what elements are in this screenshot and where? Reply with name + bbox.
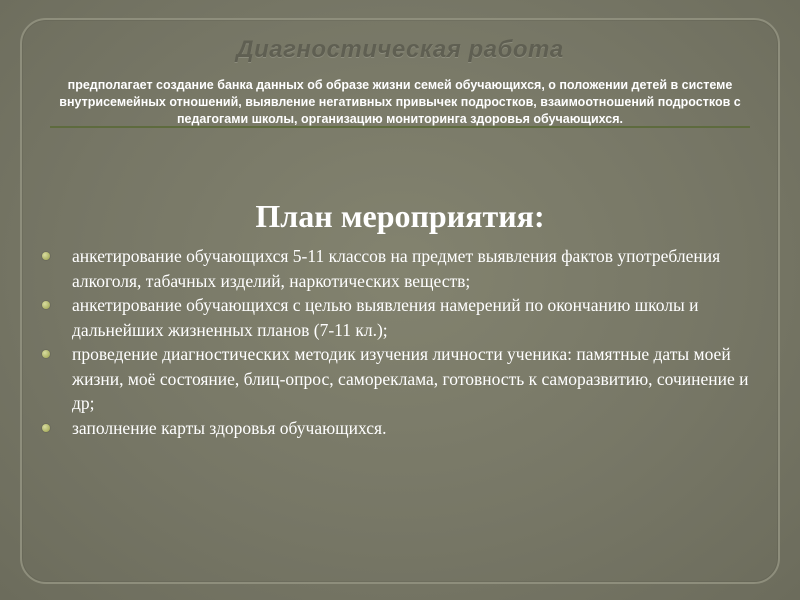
plan-title: План мероприятия:	[255, 198, 545, 234]
slide-subtitle: предполагает создание банка данных об образе жизни семей обучающихся, о положении детей в системе внутрисемейных отношений, выявление негативных привычек подростков, взаимоотношений подростков с педагогами школы, организацию мониторинга здоровья обучающихся.	[59, 78, 741, 126]
list-item	[40, 342, 760, 416]
bullet-icon	[42, 350, 50, 358]
plan-list	[40, 244, 760, 440]
slide-title: Диагностическая работа	[236, 36, 564, 63]
list-item	[40, 293, 760, 342]
bullet-icon	[42, 301, 50, 309]
list-item-text: анкетирование обучающихся с целью выявления намерений по окончанию школы и дальнейших жизненных планов (7-11 кл.);	[72, 295, 699, 340]
bullet-icon	[42, 252, 50, 260]
list-item	[40, 244, 760, 293]
list-item-text: анкетирование обучающихся 5-11 классов на предмет выявления фактов употребления алкоголя, табачных изделий, наркотических веществ;	[72, 246, 721, 291]
bullet-icon	[42, 424, 50, 432]
list-item-text: проведение диагностических методик изучения личности ученика: памятные даты моей жизни, моё состояние, блиц-опрос, самореклама, готовность к саморазвитию, сочинение и др;	[72, 344, 749, 413]
divider-line	[50, 126, 750, 128]
list-item-text: заполнение карты здоровья обучающихся.	[72, 417, 387, 438]
list-item	[40, 416, 760, 441]
